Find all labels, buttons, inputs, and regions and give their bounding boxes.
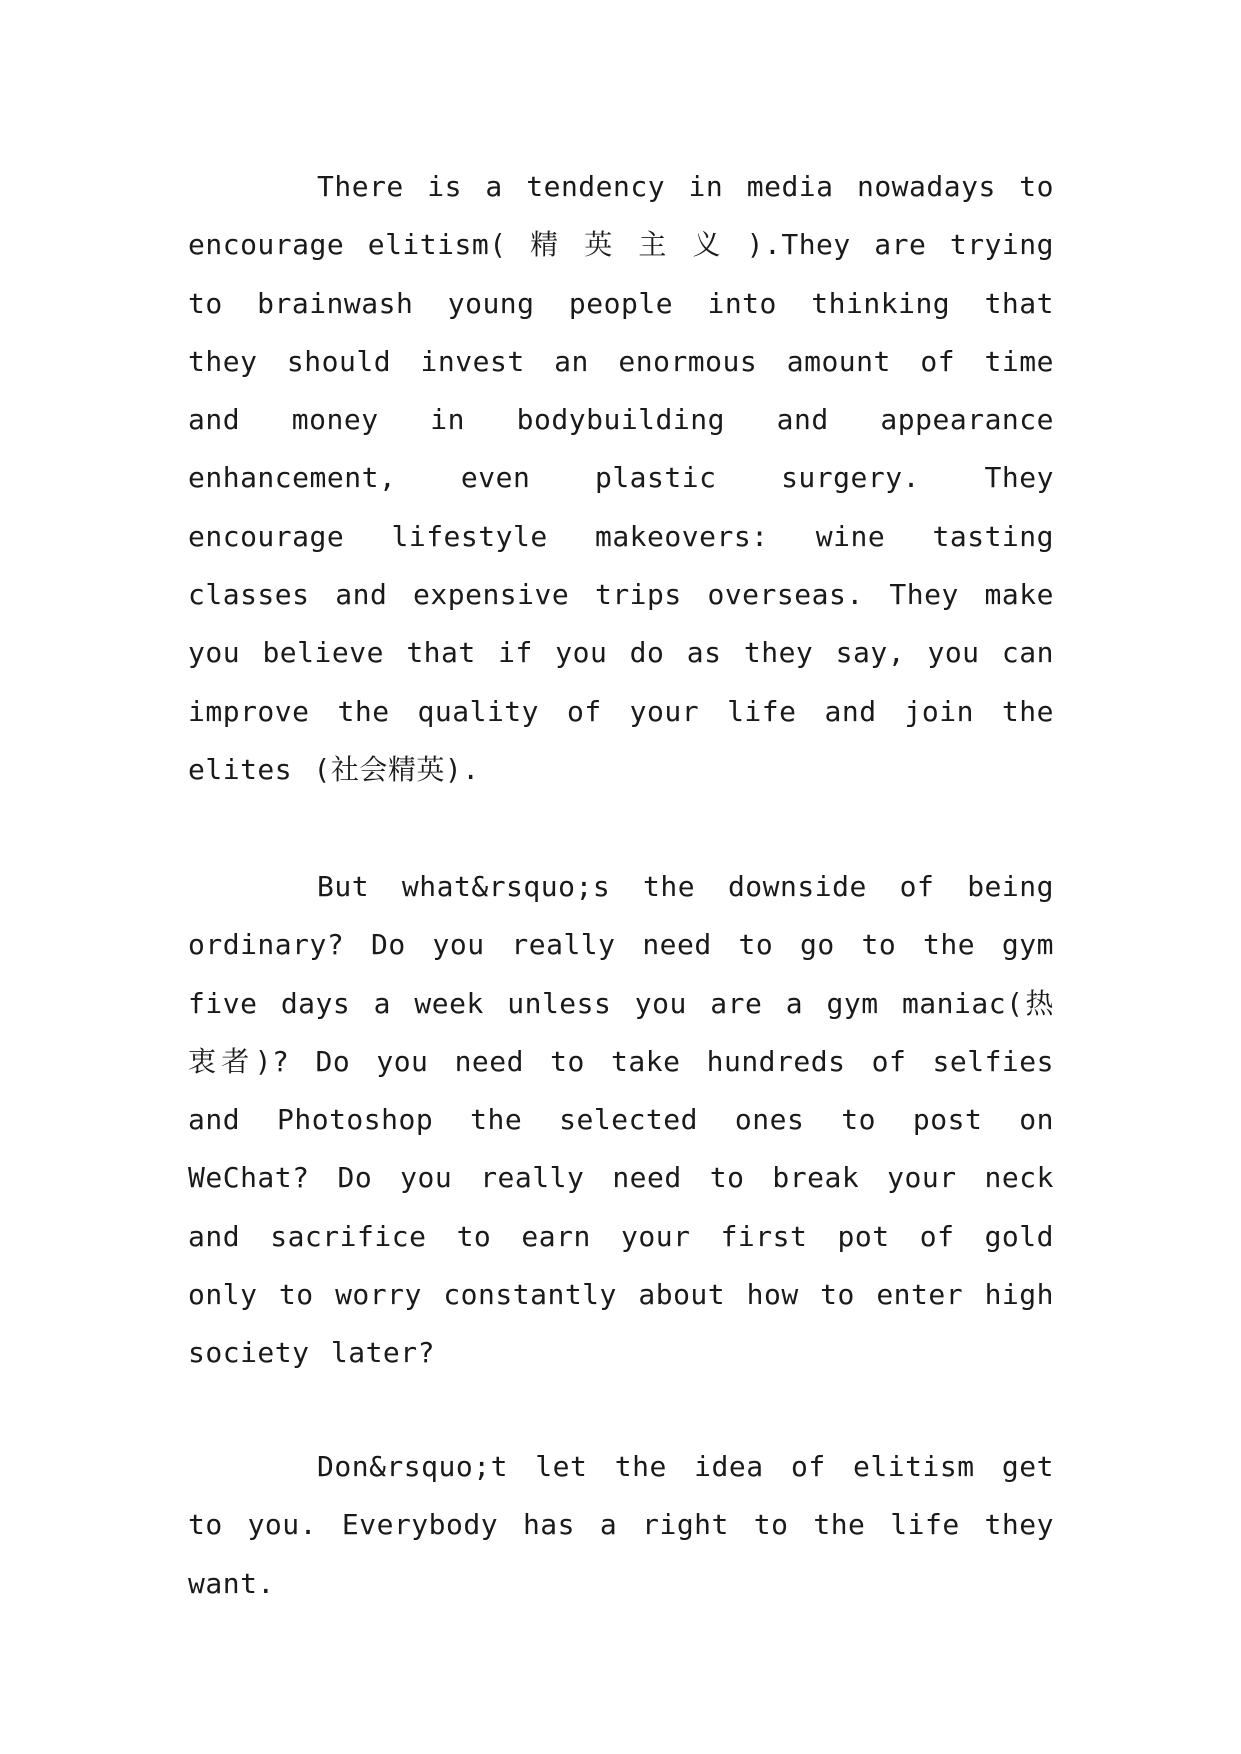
paragraph-2 xyxy=(188,858,1054,1383)
paragraph-1 xyxy=(188,158,1054,799)
paragraph-3-text: Don&rsquo;t let the idea of elitism get to you. Everybody has a right to the life they want. xyxy=(188,1450,1054,1600)
paragraph-2-text: But what&rsquo;s the downside of being ordinary? Do you really need to go to the gym five days a week unless you are a gym maniac(热衷者)? Do you need to take hundreds of selfies and Photoshop the selected ones to post on WeChat? Do you really need to break your neck and sacrifice to earn your first pot of gold only to worry constantly about how to enter high society later? xyxy=(188,870,1054,1370)
paragraph-3 xyxy=(188,1438,1054,1613)
paragraph-1-text: There is a tendency in media nowadays to encourage elitism( 精 英 主 义 ).They are trying to brainwash young people into thinking that they should invest an enormous amount of time and money in bodybuilding and appearance enhancement, even plastic surgery. They encourage lifestyle makeovers: wine tasting classes and expensive trips overseas. They make you believe that if you do as they say, you can improve the quality of your life and join the elites (社会精英). xyxy=(188,170,1054,786)
